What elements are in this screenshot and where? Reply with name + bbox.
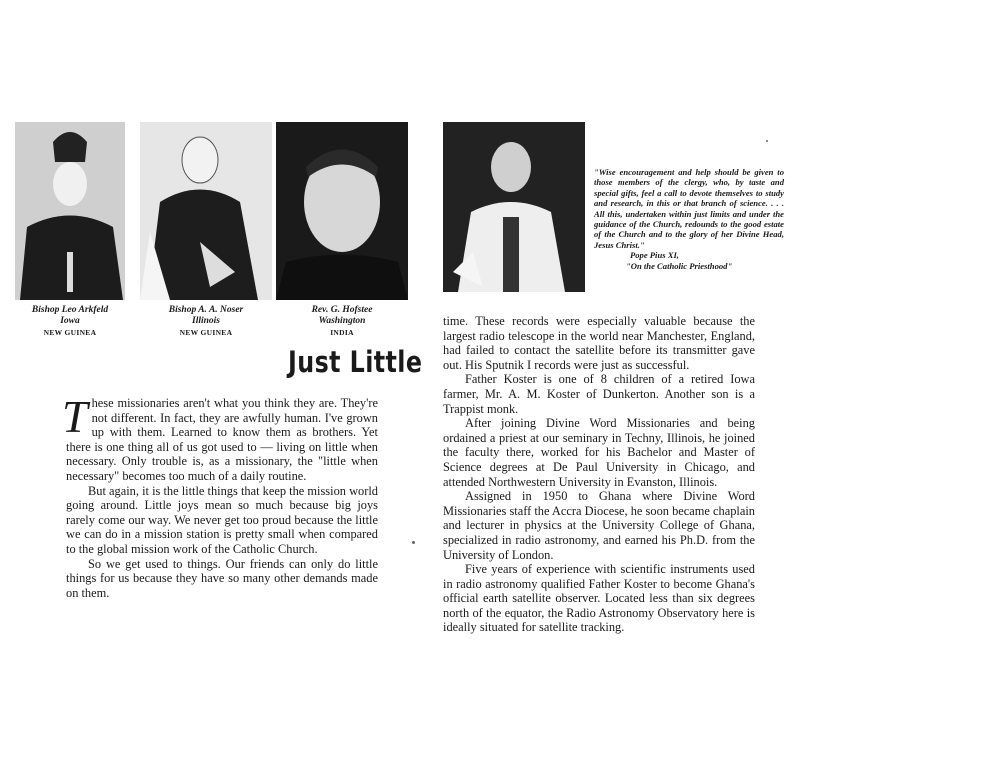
quote-text: "Wise encouragement and help should be given to those members of the clergy, who, by taste and special gifts, feel a call to devote themselves to study and research, in this or that branch of science. . . . All this, undertaken within just limits and under the guidance of the Church, redounds to the good estate of the Church and to the glory of her Divine Head, Jesus Christ." [594,167,784,250]
paragraph: These missionaries aren't what you think they are. They're not different. In fact, they are awfully human. I've grown up with them. Learned to know them as brothers. Yet there is one thing all of us got used to — living on little when necessary. Only trouble is, as a missionary, the "little when necessary" becomes too much of a daily routine. [62,391,378,483]
caption-hofstee [276,305,408,338]
caption-country: NEW GUINEA [179,328,233,337]
caption-place: Illinois [192,316,220,326]
quote-source: "On the Catholic Priesthood" [626,260,733,271]
caption-country: NEW GUINEA [43,328,97,337]
caption-place: Iowa [60,316,80,326]
caption-name: Bishop A. A. Noser [168,305,244,315]
paragraph: So we get used to things. Our friends can only do little things for us because they have so many other demands made on them. [66,556,378,600]
pope-quote [594,167,784,271]
left-column [62,391,378,600]
page-speck [412,541,415,544]
photo-bishop-arkfeld [15,122,125,300]
photo-bishop-noser [140,122,272,300]
paragraph: Father Koster is one of 8 children of a retired Iowa farmer, Mr. A. M. Koster of Dunkerton. Another son is a Trappist monk. [443,372,755,416]
article-headline: Just Little [288,345,423,379]
caption-noser [140,305,272,338]
page-speck [766,140,768,142]
photo-pope-pius-xi [443,122,585,292]
quote-author: Pope Pius XI, [630,250,679,261]
caption-place: Washington [318,316,366,326]
drop-cap: T [62,391,88,442]
caption-name: Rev. G. Hofstee [311,305,373,315]
right-column [443,314,755,635]
caption-name: Bishop Leo Arkfeld [31,305,109,315]
paragraph: Five years of experience with scientific instruments used in radio astronomy qualified Father Koster to become Ghana's official earth satellite observer. Located less than six degrees north of the equator, the Radio Astronomy Observatory here is ideally situated for satellite tracking. [443,562,755,635]
caption-country: INDIA [330,328,354,337]
paragraph: But again, it is the little things that keep the mission world going around. Little joys mean so much because big joys rarely come our way. We never get too proud because the little we can do in a mission station is pretty small when compared to the global mission work of the Catholic Church. [66,483,378,556]
photo-rev-hofstee [276,122,408,300]
paragraph: After joining Divine Word Missionaries and being ordained a priest at our seminary in Techny, Illinois, he joined the faculty there, worked for his Bachelor and Master of Science degrees at De Paul University in Chicago, and attended Northwestern University in Evanston, Illinois. [443,416,755,489]
caption-arkfeld [15,305,125,338]
paragraph: Assigned in 1950 to Ghana where Divine Word Missionaries staff the Accra Diocese, he soon became chaplain and lecturer in physics at the University College of Ghana, specialized in radio astronomy, and earned his Ph.D. from the University of London. [443,489,755,562]
paragraph: time. These records were especially valuable because the largest radio telescope in the world near Manchester, England, had failed to contact the satellite before its transmitter gave out. His Sputnik I records were just as successful. [443,314,755,372]
